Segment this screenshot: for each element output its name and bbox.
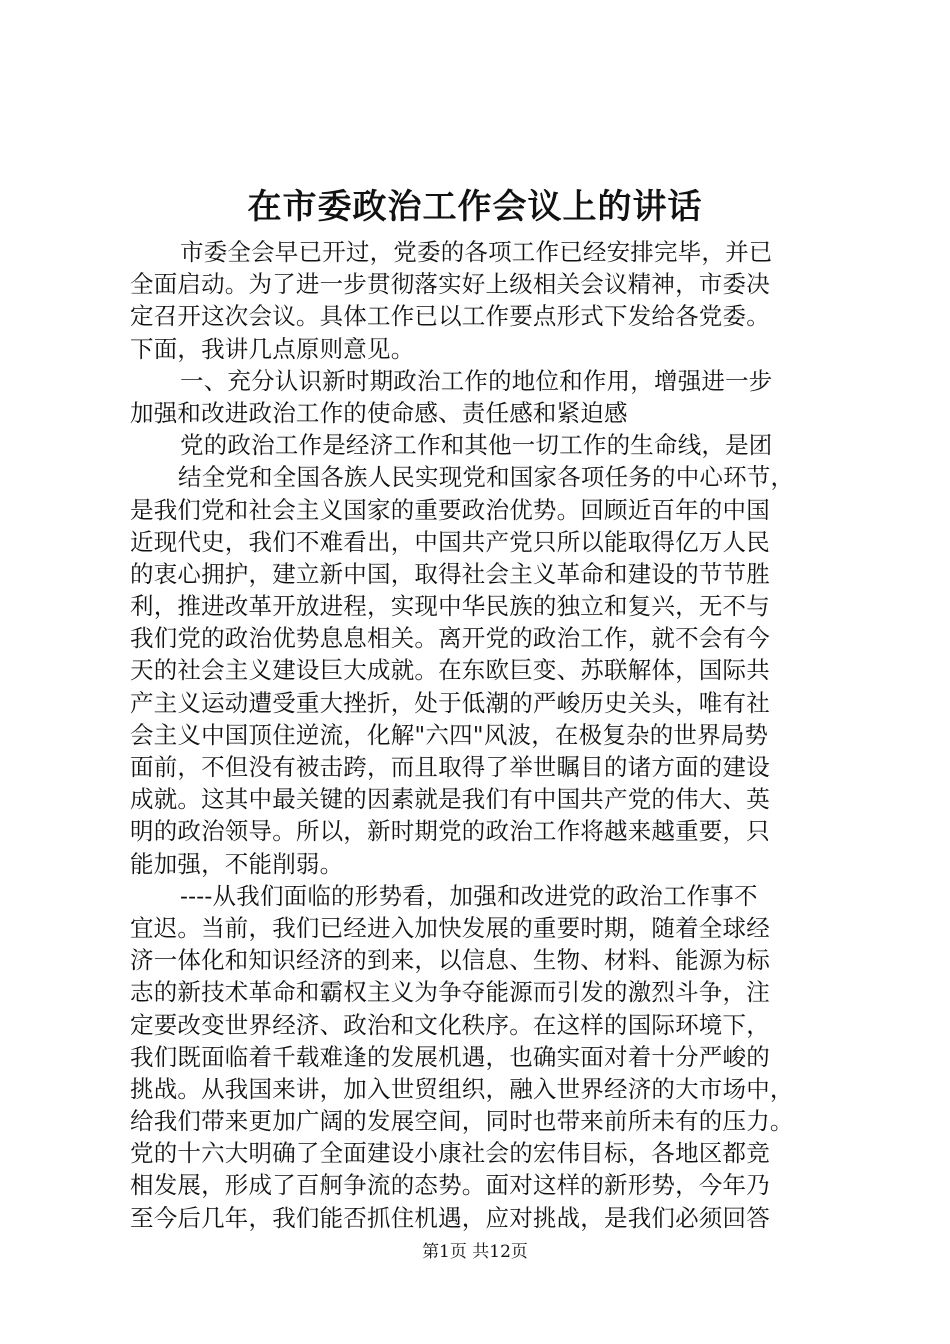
- text-line: 结全党和全国各族人民实现党和国家各项任务的中心环节，: [178, 463, 795, 492]
- text-line: 成就。这其中最关键的因素就是我们有中国共产党的伟大、英: [130, 785, 770, 814]
- text-line: 明的政治领导。所以，新时期党的政治工作将越来越重要，只: [130, 817, 770, 846]
- text-line: 志的新技术革命和霸权主义为争夺能源而引发的激烈斗争，注: [130, 978, 770, 1007]
- text-line: 下面，我讲几点原则意见。: [130, 334, 415, 363]
- text-line: ----从我们面临的形势看，加强和改进党的政治工作事不: [180, 881, 758, 910]
- text-line: 给我们带来更加广阔的发展空间，同时也带来前所未有的压力。: [130, 1107, 794, 1136]
- text-line: 产主义运动遭受重大挫折，处于低潮的严峻历史关头，唯有社: [130, 688, 770, 717]
- text-line: 是我们党和社会主义国家的重要政治优势。回顾近百年的中国: [130, 495, 770, 524]
- text-line: 相发展，形成了百舸争流的态势。面对这样的新形势，今年乃: [130, 1171, 770, 1200]
- text-line: 近现代史，我们不难看出，中国共产党只所以能取得亿万人民: [130, 527, 770, 556]
- text-line: 我们既面临着千载难逢的发展机遇，也确实面对着十分严峻的: [130, 1042, 770, 1071]
- document-body: [130, 236, 835, 1234]
- text-line: 宜迟。当前，我们已经进入加快发展的重要时期，随着全球经: [130, 913, 770, 942]
- text-line: 天的社会主义建设巨大成就。在东欧巨变、苏联解体，国际共: [130, 656, 770, 685]
- section-heading-line: 加强和改进政治工作的使命感、责任感和紧迫感: [130, 398, 628, 427]
- text-line: 党的十六大明确了全面建设小康社会的宏伟目标，各地区都竞: [130, 1139, 770, 1168]
- text-line: 全面启动。为了进一步贯彻落实好上级相关会议精神，市委决: [130, 270, 770, 299]
- text-line: 能加强，不能削弱。: [130, 849, 344, 878]
- text-line: 利，推进改革开放进程，实现中华民族的独立和复兴，无不与: [130, 592, 770, 621]
- text-line: 会主义中国顶住逆流，化解"六四"风波，在极复杂的世界局势: [130, 720, 769, 749]
- text-line: 挑战。从我国来讲，加入世贸组织，融入世界经济的大市场中，: [130, 1074, 794, 1103]
- text-line: 市委全会早已开过，党委的各项工作已经安排完毕，并已: [180, 238, 773, 266]
- text-line: 定要改变世界经济、政治和文化秩序。在这样的国际环境下，: [130, 1010, 770, 1039]
- page-number-footer: 第1页 共12页: [422, 1242, 528, 1262]
- text-line: 的衷心拥护，建立新中国，取得社会主义革命和建设的节节胜: [130, 559, 770, 588]
- text-line: 党的政治工作是经济工作和其他一切工作的生命线，是团: [180, 431, 773, 460]
- section-heading-line: 一、充分认识新时期政治工作的地位和作用，增强进一步: [180, 366, 773, 395]
- text-line: 至今后几年，我们能否抓住机遇，应对挑战，是我们必须回答: [130, 1203, 770, 1232]
- text-line: 定召开这次会议。具体工作已以工作要点形式下发给各党委。: [130, 302, 770, 331]
- page-title: 在市委政治工作会议上的讲话: [247, 187, 703, 227]
- text-line: 面前，不但没有被击跨，而且取得了举世瞩目的诸方面的建设: [130, 753, 770, 781]
- text-line: 济一体化和知识经济的到来，以信息、生物、材料、能源为标: [130, 946, 770, 975]
- text-line: 我们党的政治优势息息相关。离开党的政治工作，就不会有今: [130, 624, 770, 653]
